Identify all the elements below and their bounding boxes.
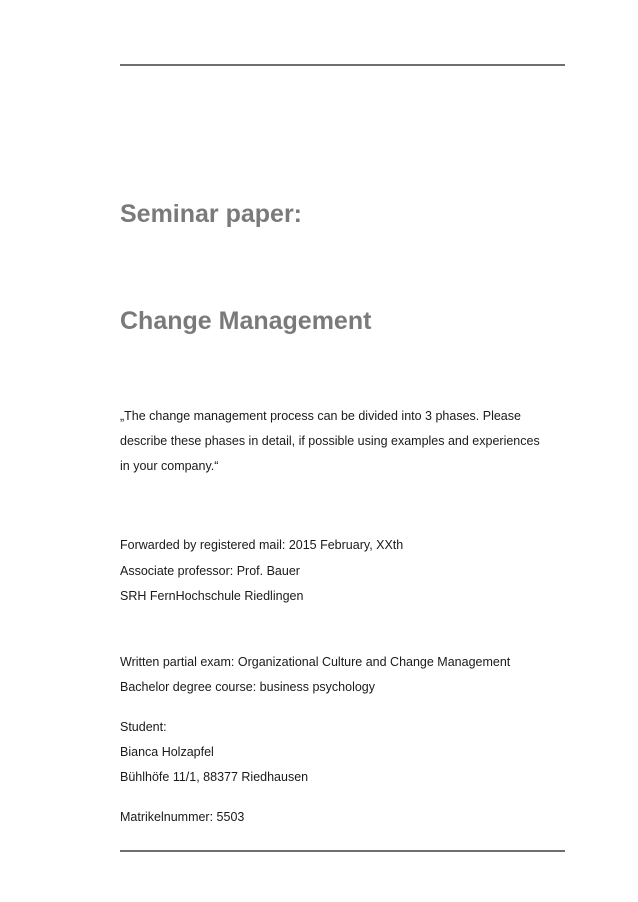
assignment-line: „The change management process can be divided into 3 phases. Please xyxy=(120,409,521,423)
matriculation-number: Matrikelnummer: 5503 xyxy=(120,810,245,824)
student-name: Bianca Holzapfel xyxy=(120,745,214,759)
course-line: Bachelor degree course: business psychology xyxy=(120,680,376,694)
assignment-line: describe these phases in detail, if possible using examples and experiences xyxy=(120,434,540,448)
bottom-rule xyxy=(120,850,565,852)
student-address: Bühlhöfe 11/1, 88377 Riedhausen xyxy=(120,770,309,784)
assignment-line: in your company.“ xyxy=(120,459,219,473)
professor-line: Associate professor: Prof. Bauer xyxy=(120,564,300,578)
forwarded-line: Forwarded by registered mail: 2015 February, XXth xyxy=(120,538,404,552)
school-line: SRH FernHochschule Riedlingen xyxy=(120,589,304,603)
student-label: Student: xyxy=(120,720,167,734)
document-title: Seminar paper: xyxy=(120,200,303,228)
assignment-quote xyxy=(120,404,570,479)
top-rule xyxy=(120,64,565,66)
document-subtitle: Change Management xyxy=(120,307,372,335)
exam-line: Written partial exam: Organizational Culture and Change Management xyxy=(120,655,511,669)
